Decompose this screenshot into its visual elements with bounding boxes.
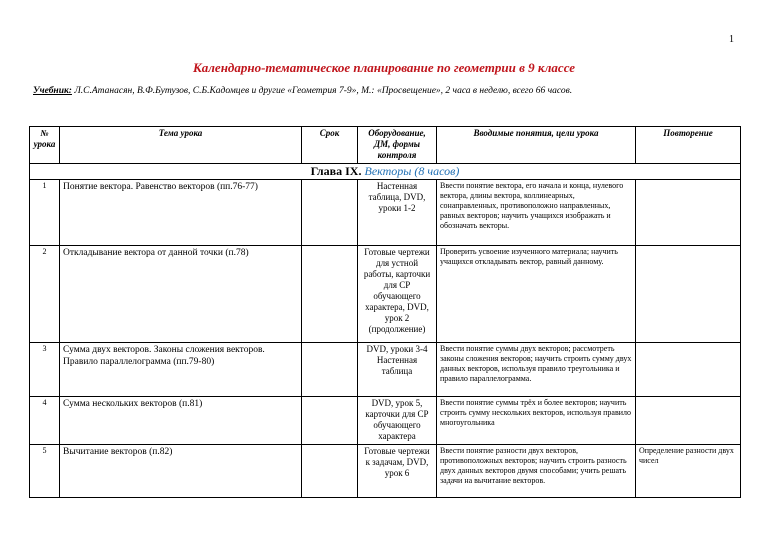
plan-table — [29, 126, 741, 498]
lesson-goals: Ввести понятие суммы трёх и более векторов; научить строить сумму нескольких векторов, используя правило многоугольника — [437, 397, 636, 445]
lesson-repeat — [636, 180, 741, 246]
chapter-heading — [30, 164, 741, 180]
textbook-text: Л.С.Атанасян, В.Ф.Бутузов, С.Б.Кадомцев и другие «Геометрия 7-9», М.: «Просвещение», 2 часа в неделю, всего 66 часов. — [71, 86, 573, 96]
lesson-goals: Ввести понятие разности двух векторов, противоположных векторов; научить строить разность двух данных векторов двумя способами; учить решать задачи на вычитание векторов. — [437, 445, 636, 498]
table-row — [30, 246, 741, 343]
textbook-line — [33, 86, 743, 96]
lesson-dates — [302, 180, 358, 246]
header-equipment: Оборудование, ДМ, формы контроля — [358, 127, 437, 164]
header-lesson-number: № урока — [30, 127, 60, 164]
lesson-topic: Сумма двух векторов. Законы сложения векторов. Правило параллелограмма (пп.79-80) — [60, 343, 302, 397]
page-number: 1 — [729, 34, 734, 45]
lesson-number: 1 — [30, 180, 60, 246]
lesson-equipment: Готовые чертежи к задачам, DVD, урок 6 — [358, 445, 437, 498]
lesson-dates — [302, 397, 358, 445]
chapter-name: Глава IX. — [310, 164, 362, 178]
lesson-goals: Проверить усвоение изученного материала; научить учащихся откладывать вектор, равный данному. — [437, 246, 636, 343]
header-repeat: Повторение — [636, 127, 741, 164]
table-row — [30, 343, 741, 397]
lesson-topic: Вычитание векторов (п.82) — [60, 445, 302, 498]
document-title: Календарно-тематическое планирование по геометрии в 9 классе — [192, 60, 576, 75]
table-row — [30, 180, 741, 246]
lesson-number: 5 — [30, 445, 60, 498]
textbook-label: Учебник: — [33, 86, 72, 96]
lesson-goals: Ввести понятие вектора, его начала и конца, нулевого вектора, длины вектора, коллинеарных, сонаправленных, противоположно направленных, равных векторов; научить учащихся изображать и обозначать векторы. — [437, 180, 636, 246]
lesson-topic: Сумма нескольких векторов (п.81) — [60, 397, 302, 445]
lesson-equipment: DVD, уроки 3-4 Настенная таблица — [358, 343, 437, 397]
lesson-repeat — [636, 246, 741, 343]
lesson-repeat: Определение разности двух чисел — [636, 445, 741, 498]
lesson-topic: Откладывание вектора от данной точки (п.78) — [60, 246, 302, 343]
header-dates: Срок — [302, 127, 358, 164]
lesson-repeat — [636, 343, 741, 397]
lesson-repeat — [636, 397, 741, 445]
lesson-number: 3 — [30, 343, 60, 397]
lesson-dates — [302, 445, 358, 498]
lesson-goals: Ввести понятие суммы двух векторов; рассмотреть законы сложения векторов; научить строить сумму двух данных векторов, используя правило треугольника и правило параллелограмма. — [437, 343, 636, 397]
lesson-number: 2 — [30, 246, 60, 343]
table-row — [30, 397, 741, 445]
header-row — [30, 127, 741, 164]
header-goals: Вводимые понятия, цели урока — [437, 127, 636, 164]
lesson-equipment: Готовые чертежи для устной работы, карточки для СР обучающего характера, DVD, урок 2 (продолжение) — [358, 246, 437, 343]
lesson-dates — [302, 343, 358, 397]
lesson-equipment: Настенная таблица, DVD, уроки 1-2 — [358, 180, 437, 246]
header-topic: Тема урока — [60, 127, 302, 164]
lesson-equipment: DVD, урок 5, карточки для СР обучающего характера — [358, 397, 437, 445]
chapter-subtitle: Векторы (8 часов) — [364, 164, 460, 178]
chapter-row — [30, 164, 741, 180]
lesson-topic: Понятие вектора. Равенство векторов (пп.76-77) — [60, 180, 302, 246]
table-row — [30, 445, 741, 498]
lesson-dates — [302, 246, 358, 343]
lesson-number: 4 — [30, 397, 60, 445]
